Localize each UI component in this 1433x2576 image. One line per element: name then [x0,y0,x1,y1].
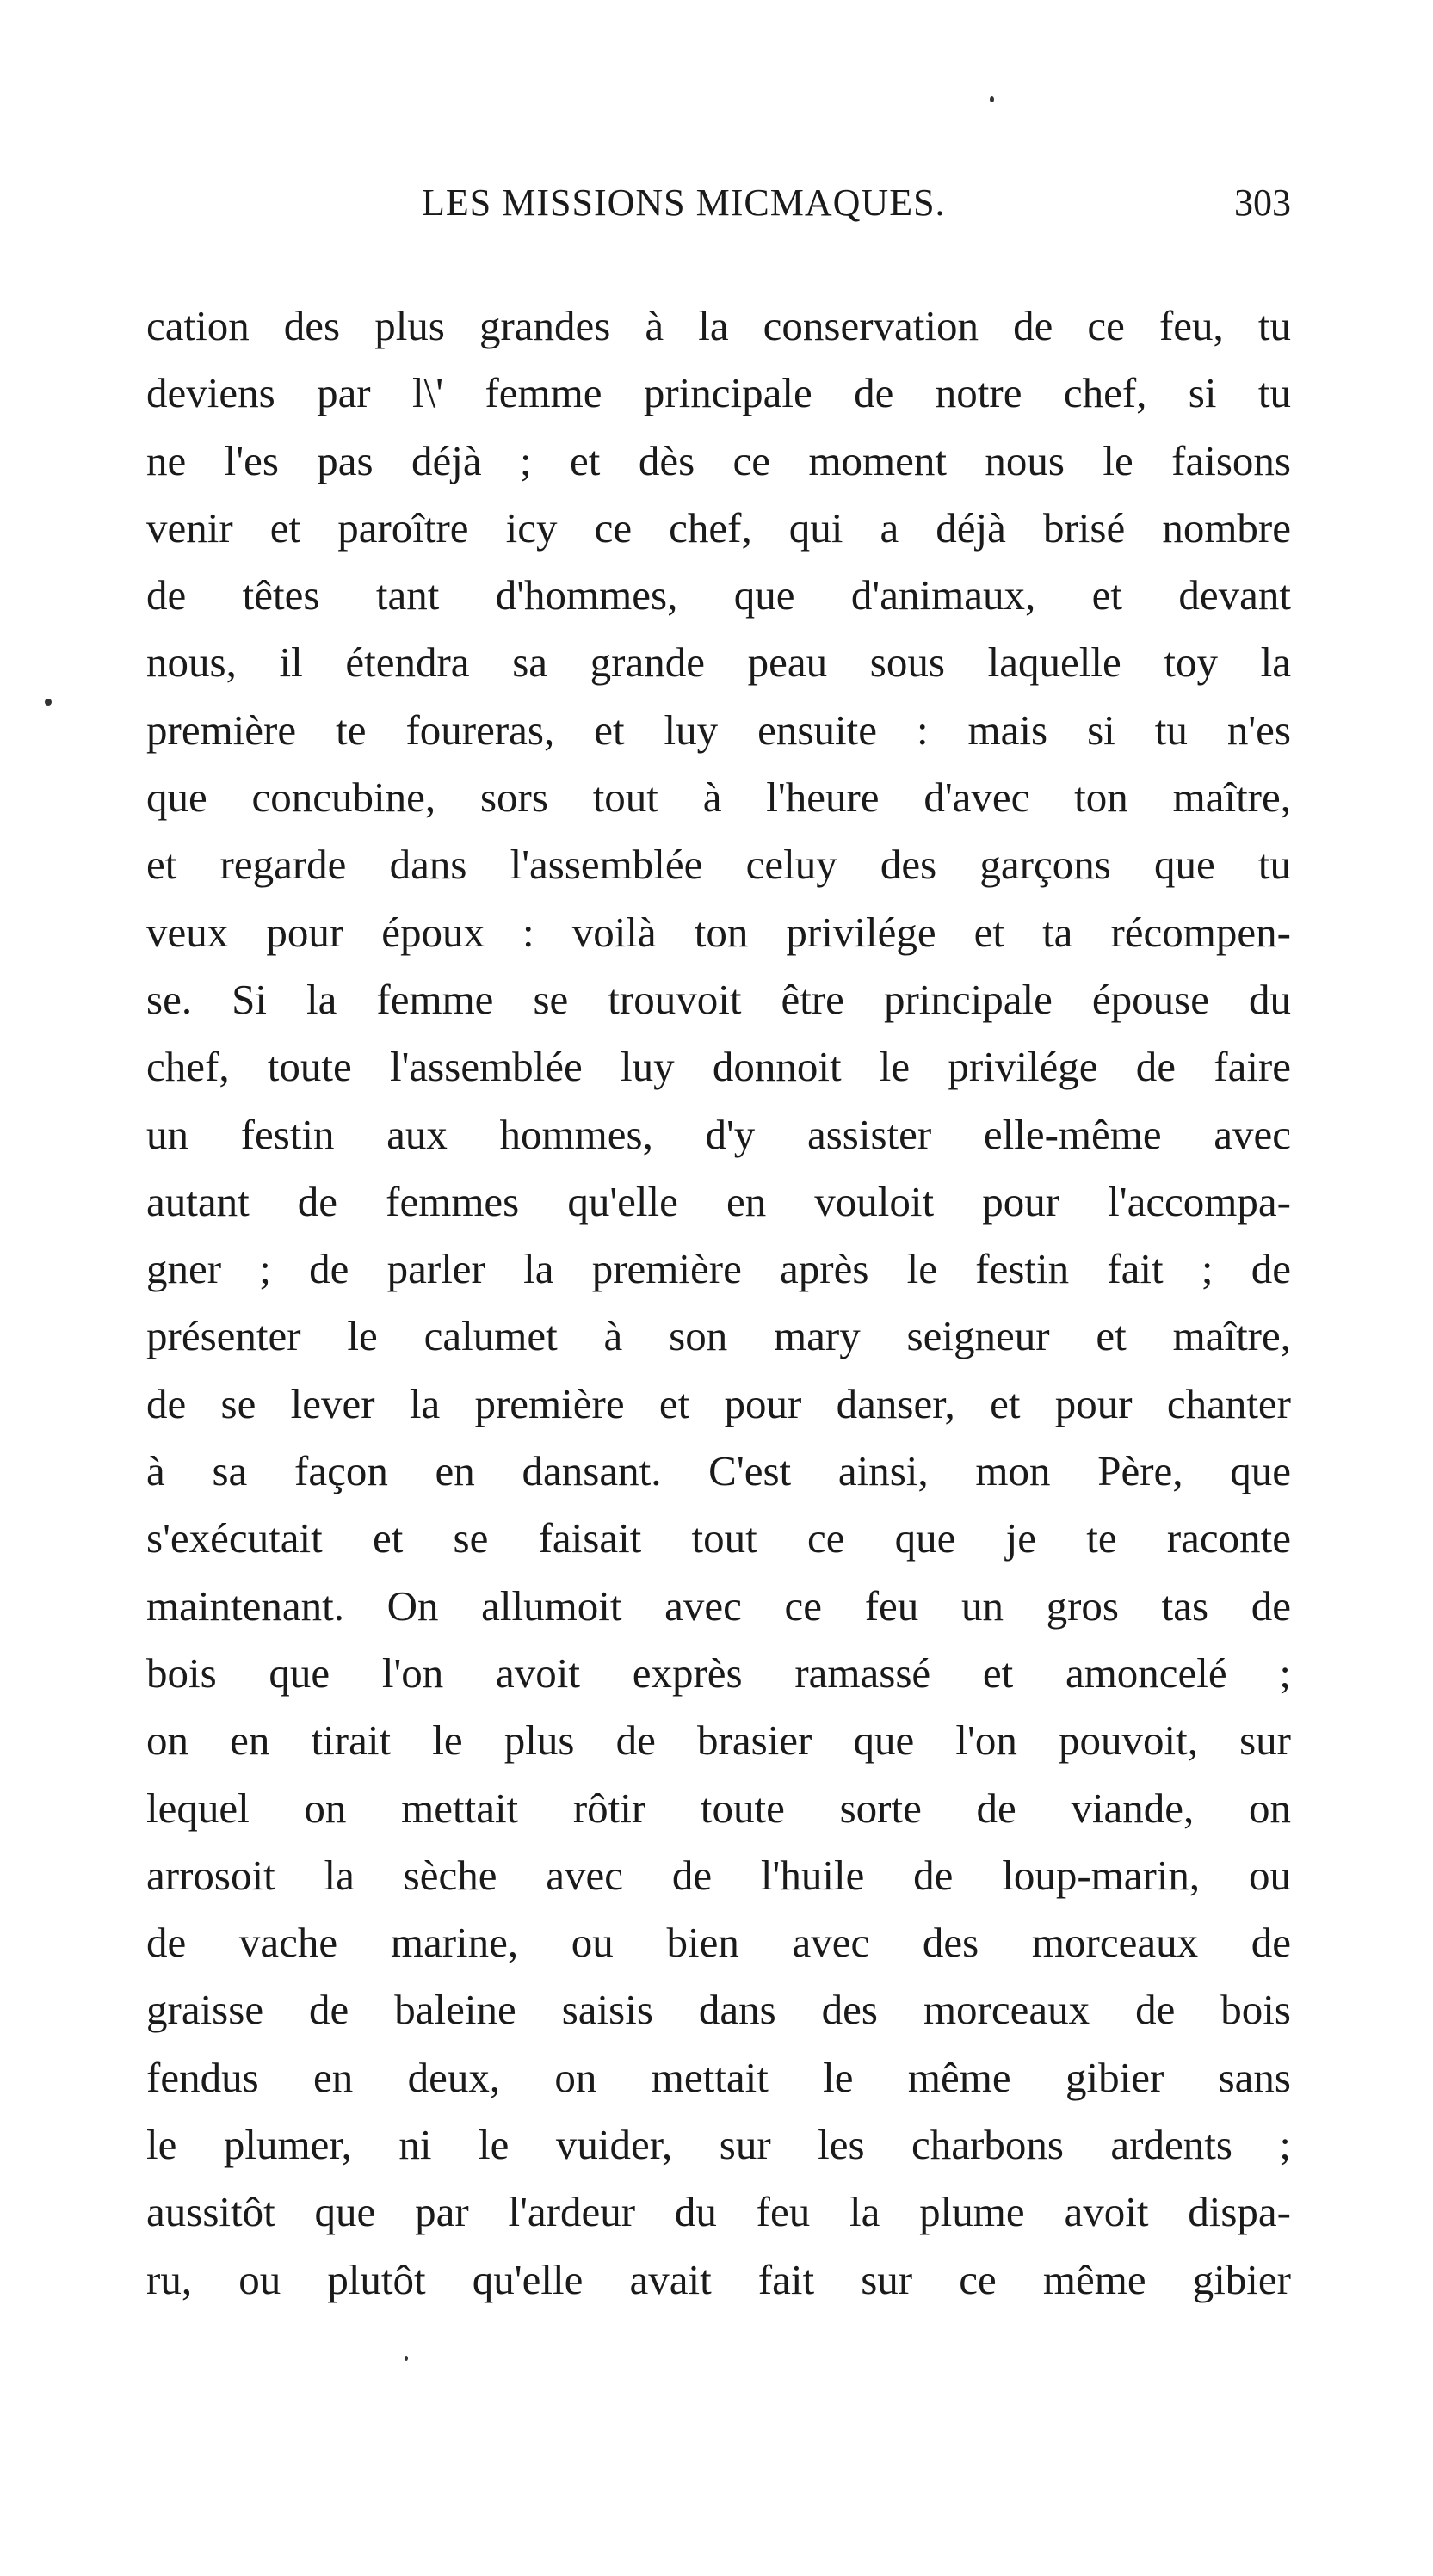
text-line-3: ne l'es pas déjà ; et dès ce moment nous le faisons [146,436,1291,484]
text-line-8: que concubine, sors tout à l'heure d'avec ton maître, [146,773,1291,822]
text-line-17: de se lever la première et pour danser, et pour chanter [146,1379,1291,1427]
text-line-27: fendus en deux, on mettait le même gibier sans [146,2053,1291,2101]
text-line-16: présenter le calumet à son mary seigneur et maître, [146,1312,1291,1360]
text-line-18: à sa façon en dansant. C'est ainsi, mon Père, que [146,1447,1291,1495]
print-speck [405,2356,408,2361]
text-line-28: le plumer, ni le vuider, sur les charbons ardents ; [146,2121,1291,2169]
text-line-26: graisse de baleine saisis dans des morceaux de bois [146,1986,1291,2034]
text-line-9: et regarde dans l'assemblée celuy des garçons que tu [146,841,1291,889]
text-line-11: se. Si la femme se trouvoit être principale épouse du [146,975,1291,1023]
text-line-12: chef, toute l'assemblée luy donnoit le privilége de faire [146,1043,1291,1091]
body-text [146,293,1291,2314]
text-line-15: gner ; de parler la première après le festin fait ; de [146,1245,1291,1293]
print-speck [45,699,52,706]
text-line-21: bois que l'on avoit exprès ramassé et amoncelé ; [146,1649,1291,1697]
text-line-20: maintenant. On allumoit avec ce feu un gros tas de [146,1581,1291,1630]
text-line-19: s'exécutait et se faisait tout ce que je te raconte [146,1514,1291,1562]
text-line-23: lequel on mettait rôtir toute sorte de viande, on [146,1784,1291,1832]
text-line-29: aussitôt que par l'ardeur du feu la plume avoit dispa- [146,2188,1291,2236]
print-speck [990,96,994,102]
text-line-7: première te foureras, et luy ensuite : mais si tu n'es [146,706,1291,754]
text-line-30: ru, ou plutôt qu'elle avait fait sur ce même gibier [146,2255,1291,2303]
text-line-2: deviens par l\' femme principale de notre chef, si tu [146,369,1291,417]
text-line-24: arrosoit la sèche avec de l'huile de loup-marin, ou [146,1851,1291,1899]
text-line-6: nous, il étendra sa grande peau sous laquelle toy la [146,638,1291,687]
text-line-25: de vache marine, ou bien avec des morceaux de [146,1919,1291,1967]
running-title: LES MISSIONS MICMAQUES. [422,182,946,224]
text-line-14: autant de femmes qu'elle en vouloit pour l'accompa- [146,1177,1291,1225]
text-line-22: on en tirait le plus de brasier que l'on pouvoit, sur [146,1716,1291,1765]
running-head [146,181,1291,232]
text-line-1: cation des plus grandes à la conservation de ce feu, tu [146,302,1291,349]
text-line-13: un festin aux hommes, d'y assister elle-même avec [146,1110,1291,1158]
text-line-5: de têtes tant d'hommes, que d'animaux, et devant [146,571,1291,619]
page-number: 303 [1234,182,1291,224]
text-line-10: veux pour époux : voilà ton privilége et ta récompen- [146,908,1291,956]
text-line-4: venir et paroître icy ce chef, qui a déjà brisé nombre [146,503,1291,552]
